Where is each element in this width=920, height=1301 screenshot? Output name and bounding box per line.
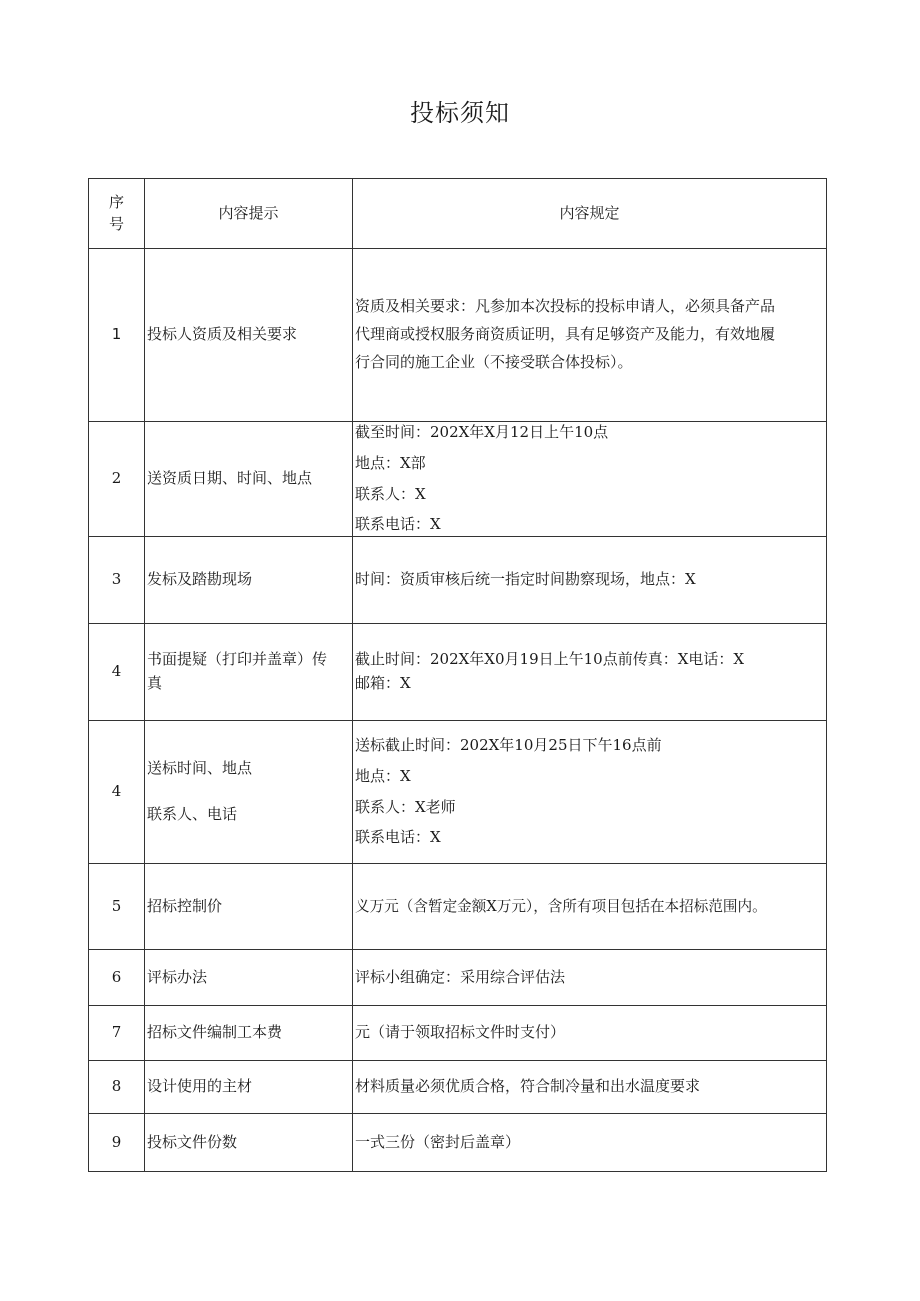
hint-line: 送资质日期、时间、地点 (147, 469, 313, 488)
row-rule (353, 1006, 827, 1061)
rule-line: 地点：X部 (355, 453, 426, 472)
row-rule (353, 950, 827, 1006)
row-seq: 5 (89, 864, 145, 950)
row-seq: 2 (89, 422, 145, 537)
row-rule (353, 422, 827, 537)
rule-line: 联系人：X (355, 484, 426, 503)
row-rule (353, 721, 827, 864)
table-row (89, 1061, 827, 1114)
row-seq: 4 (89, 721, 145, 864)
header-seq-line: 序 (108, 192, 124, 211)
rule-line: 义万元（含暂定金额X万元），含所有项目包括在本招标范围内。 (355, 897, 767, 915)
row-hint (145, 1114, 353, 1172)
hint-line: 设计使用的主材 (147, 1077, 253, 1096)
rule-line: 截至时间：202X年X月12日上午10点 (355, 423, 609, 441)
row-rule (353, 624, 827, 721)
rule-line: 联系人：X老师 (355, 797, 456, 816)
header-seq-line: 号 (108, 214, 124, 233)
table-row (89, 721, 827, 864)
row-seq: 3 (89, 537, 145, 624)
row-rule (353, 1114, 827, 1172)
row-hint (145, 1006, 353, 1061)
row-hint (145, 864, 353, 950)
hint-line: 投标文件份数 (147, 1132, 238, 1151)
rule-line: 联系电话：X (355, 828, 441, 847)
row-seq: 4 (89, 624, 145, 721)
hint-line: 书面提疑（打印并盖章）传 (147, 650, 328, 669)
table-row (89, 950, 827, 1006)
row-rule (353, 1061, 827, 1114)
rule-line: 时间：资质审核后统一指定时间勘察现场，地点：X (355, 570, 696, 589)
hint-line: 真 (147, 674, 163, 692)
rule-line: 资质及相关要求：凡参加本次投标的投标申请人，必须具备产品 (355, 297, 776, 316)
rule-line: 一式三份（密封后盖章） (355, 1132, 521, 1151)
hint-line: 投标人资质及相关要求 (147, 325, 298, 344)
hint-line: 发标及踏勘现场 (147, 570, 253, 589)
row-hint (145, 1061, 353, 1114)
row-rule (353, 249, 827, 422)
row-seq: 7 (89, 1006, 145, 1061)
rule-line: 地点：X (355, 766, 411, 785)
header-hint: 内容提示 (145, 179, 353, 249)
table-row (89, 537, 827, 624)
hint-line: 联系人、电话 (147, 805, 238, 823)
rule-line: 评标小组确定：采用综合评估法 (355, 967, 566, 986)
hint-line: 送标时间、地点 (147, 759, 253, 778)
notice-table (88, 178, 827, 1172)
rule-line: 邮箱：X (355, 674, 411, 692)
row-hint (145, 721, 353, 864)
row-rule (353, 537, 827, 624)
row-seq: 1 (89, 249, 145, 422)
row-rule (353, 864, 827, 950)
table-row (89, 624, 827, 721)
row-hint (145, 422, 353, 537)
row-seq: 6 (89, 950, 145, 1006)
table-row (89, 1006, 827, 1061)
rule-line: 元（请于领取招标文件时支付） (355, 1023, 566, 1042)
table-row (89, 422, 827, 537)
rule-line: 截止时间：202X年X0月19日上午10点前传真：X电话：X (355, 650, 745, 669)
header-seq (89, 179, 145, 249)
table-row (89, 864, 827, 950)
table-row (89, 1114, 827, 1172)
row-hint (145, 950, 353, 1006)
hint-line: 招标控制价 (147, 896, 223, 915)
rule-line: 代理商或授权服务商资质证明，具有足够资产及能力，有效地履 (355, 325, 776, 344)
rule-line: 送标截止时间：202X年10月25日下午16点前 (355, 736, 662, 754)
row-seq: 8 (89, 1061, 145, 1114)
row-hint (145, 249, 353, 422)
row-hint (145, 624, 353, 721)
rule-line: 材料质量必须优质合格，符合制冷量和出水温度要求 (355, 1077, 701, 1096)
table-row (89, 249, 827, 422)
rule-line: 联系电话：X (355, 515, 441, 534)
rule-line: 行合同的施工企业（不接受联合体投标）。 (355, 352, 633, 371)
header-rule: 内容规定 (353, 179, 827, 249)
row-hint (145, 537, 353, 624)
page-title: 投标须知 (410, 99, 510, 127)
hint-line: 评标办法 (147, 967, 208, 986)
hint-line: 招标文件编制工本费 (147, 1023, 283, 1042)
table-header-row (89, 179, 827, 249)
row-seq: 9 (89, 1114, 145, 1172)
